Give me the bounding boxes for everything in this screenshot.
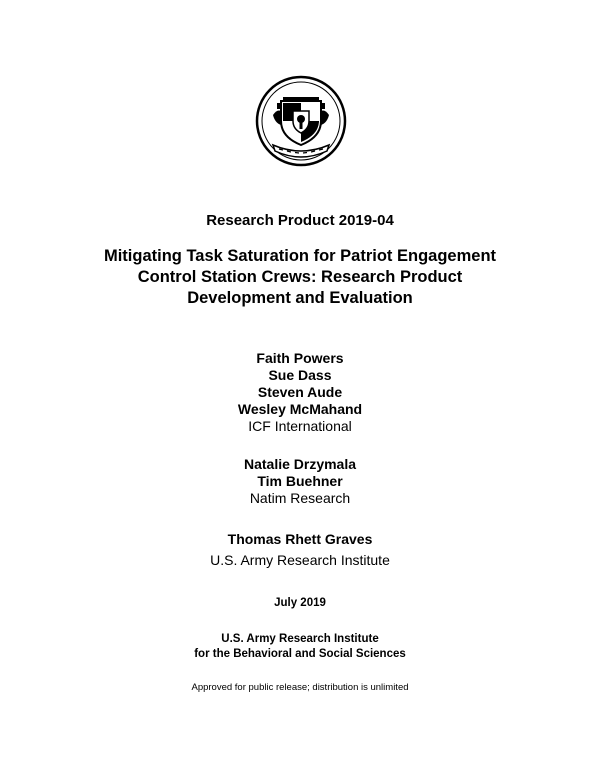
report-title-line: Development and Evaluation [187, 289, 413, 307]
author-organization: Natim Research [249, 490, 351, 506]
army-research-institute-seal-icon [255, 75, 347, 167]
report-number: Research Product 2019-04 [206, 212, 394, 229]
author-name: Tim Buehner [257, 473, 343, 489]
author-organization: ICF International [248, 418, 352, 434]
author-group-natim [0, 456, 600, 507]
author-name: Sue Dass [268, 367, 332, 383]
publishing-institution [0, 632, 600, 662]
author-group-icf [0, 350, 600, 435]
author-name: Faith Powers [256, 350, 344, 366]
author-group-ari [0, 531, 600, 569]
author-name: Natalie Drzymala [243, 456, 357, 472]
institution-line: U.S. Army Research Institute [221, 633, 379, 645]
author-name: Thomas Rhett Graves [227, 531, 373, 547]
report-title-line: Control Station Crews: Research Product [137, 268, 463, 286]
institution-line: for the Behavioral and Social Sciences [194, 648, 406, 660]
author-organization: U.S. Army Research Institute [210, 552, 390, 568]
report-title [0, 246, 600, 309]
author-name: Wesley McMahand [237, 401, 363, 417]
publication-date: July 2019 [274, 597, 326, 609]
distribution-statement: Approved for public release; distribution is unlimited [191, 682, 409, 693]
author-name: Steven Aude [257, 384, 343, 400]
report-title-line: Mitigating Task Saturation for Patriot Engagement [103, 247, 497, 265]
